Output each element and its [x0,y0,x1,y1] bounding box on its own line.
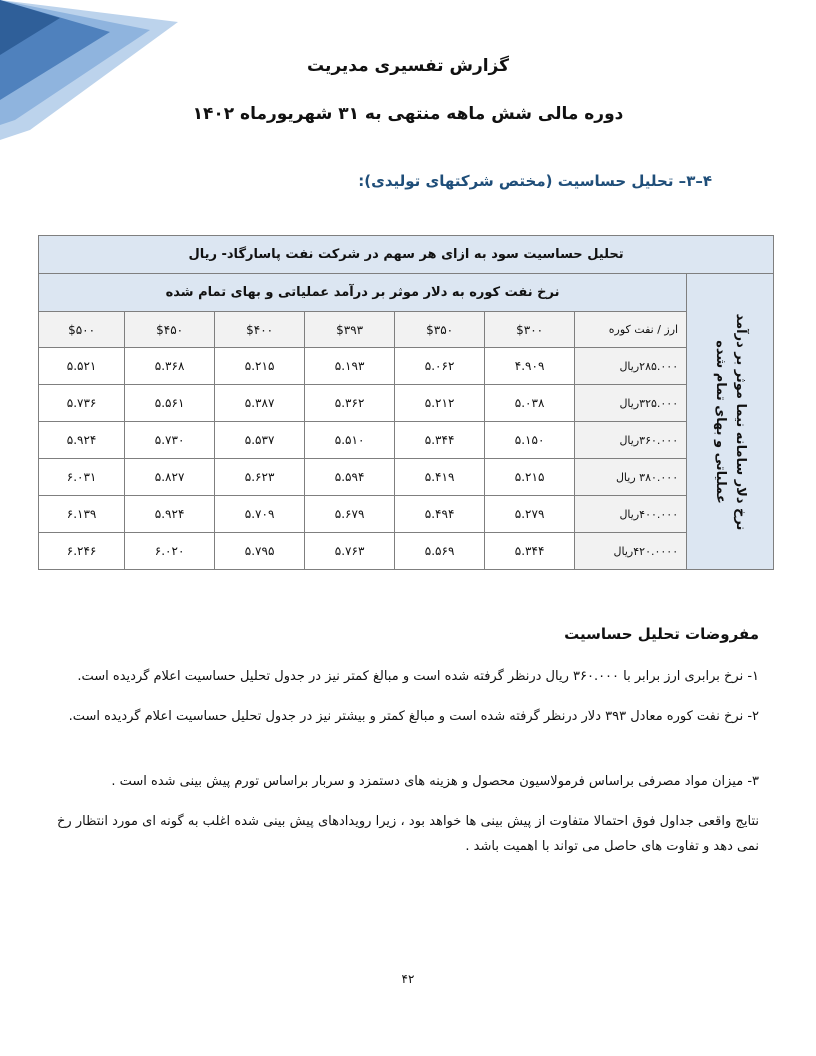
corner-label: ارز / نفت کوره [575,312,687,348]
table-cell: ۵.۷۶۳ [305,533,395,570]
sensitivity-table-wrapper [38,235,773,570]
table-cell: ۵.۷۳۰ [125,422,215,459]
table-cell: ۵.۵۶۱ [125,385,215,422]
table-cell: ۵.۱۵۰ [485,422,575,459]
row-label: ۳۲۵.۰۰۰ریال [575,385,687,422]
table-cell: ۵.۲۱۵ [485,459,575,496]
report-period: دوره مالی شش ماهه منتهی به ۳۱ شهریورماه ۱۴۰۲ [192,104,624,124]
table-cell: ۵.۳۶۲ [305,385,395,422]
column-header: $۴۵۰ [125,312,215,348]
table-cell: ۵.۸۲۷ [125,459,215,496]
table-cell: ۵.۲۱۵ [215,348,305,385]
table-cell: ۵.۶۷۹ [305,496,395,533]
table-cell: ۵.۷۳۶ [39,385,125,422]
table-cell: ۵.۵۳۷ [215,422,305,459]
sensitivity-table [38,235,774,570]
column-header: $۳۰۰ [485,312,575,348]
table-cell: ۵.۳۴۴ [485,533,575,570]
section-heading: ۴–۳– تحلیل حساسیت (مختص شرکتهای تولیدی): [358,172,712,190]
assumption-1: ۱- نرخ برابری ارز برابر با ۳۶۰.۰۰۰ ریال درنظر گرفته شده است و مبالغ کمتر نیز در جدول تحلیل حساسیت اعلام گردیده است. [77,669,759,684]
table-row [39,459,774,496]
table-cell: ۵.۱۹۳ [305,348,395,385]
column-header: $۵۰۰ [39,312,125,348]
table-cell: ۶.۲۴۶ [39,533,125,570]
column-header: $۳۵۰ [395,312,485,348]
row-label: ۴۰۰.۰۰۰ریال [575,496,687,533]
page-number: ۴۲ [401,972,415,986]
table-cell: ۴.۹۰۹ [485,348,575,385]
table-cell: ۵.۵۱۰ [305,422,395,459]
table-row [39,496,774,533]
table-cell: ۵.۶۲۳ [215,459,305,496]
table-row [39,422,774,459]
table-cell: ۵.۰۶۲ [395,348,485,385]
column-header-row [39,312,774,348]
table-cell: ۵.۳۶۸ [125,348,215,385]
side-label-cell [687,274,774,570]
table-cell: ۵.۵۲۱ [39,348,125,385]
row-label: ۳۶۰.۰۰۰ریال [575,422,687,459]
table-cell: ۵.۹۲۴ [39,422,125,459]
table-cell: ۵.۵۶۹ [395,533,485,570]
table-cell: ۶.۰۲۰ [125,533,215,570]
table-cell: ۵.۷۹۵ [215,533,305,570]
table-cell: ۵.۲۷۹ [485,496,575,533]
table-cell: ۵.۴۹۴ [395,496,485,533]
column-header: $۴۰۰ [215,312,305,348]
table-cell: ۵.۲۱۲ [395,385,485,422]
report-title: گزارش تفسیری مدیریت [306,56,510,76]
assumption-2: ۲- نرخ نفت کوره معادل ۳۹۳ دلار درنظر گرفته شده است و مبالغ کمتر و بیشتر نیز در جدول تحلیل حساسیت اعلام گردیده است. [68,709,759,724]
table-cell: ۶.۰۳۱ [39,459,125,496]
table-cell: ۵.۷۰۹ [215,496,305,533]
side-label: نرخ دلار سامانه نیما موثر بر درآمد عملیاتی و بهای تمام شده [713,313,749,530]
table-cell: ۵.۳۴۴ [395,422,485,459]
assumption-3: ۳- میزان مواد مصرفی براساس فرمولاسیون محصول و هزینه های دستمزد و سربار براساس تورم پیش بینی شده است . [111,774,759,789]
table-cell: ۵.۳۸۷ [215,385,305,422]
results-disclaimer: نتایج واقعی جداول فوق احتمالا متفاوت از پیش بینی ها خواهد بود ، زیرا رویدادهای پیش بینی شده اغلب به گونه ای مورد انتظار رخ نمی دهد و تفاوت های حاصل می تواند با اهمیت باشد . [57,814,759,854]
table-cell: ۵.۴۱۹ [395,459,485,496]
row-label: ۲۸۵.۰۰۰ریال [575,348,687,385]
table-row [39,533,774,570]
table-cell: ۵.۵۹۴ [305,459,395,496]
row-label: ۴۲۰.۰۰۰۰ریال [575,533,687,570]
table-cell: ۵.۰۳۸ [485,385,575,422]
table-cell: ۶.۱۳۹ [39,496,125,533]
assumptions-title: مفروضات تحلیل حساسیت [564,625,759,643]
row-label: ۳۸۰.۰۰۰ ریال [575,459,687,496]
table-subheader: نرخ نفت کوره به دلار موثر بر درآمد عملیاتی و بهای تمام شده [39,274,687,312]
table-row [39,348,774,385]
column-header: $۳۹۳ [305,312,395,348]
table-row [39,385,774,422]
table-title: تحلیل حساسیت سود به ازای هر سهم در شرکت نفت پاسارگاد- ریال [39,236,774,274]
table-cell: ۵.۹۲۴ [125,496,215,533]
